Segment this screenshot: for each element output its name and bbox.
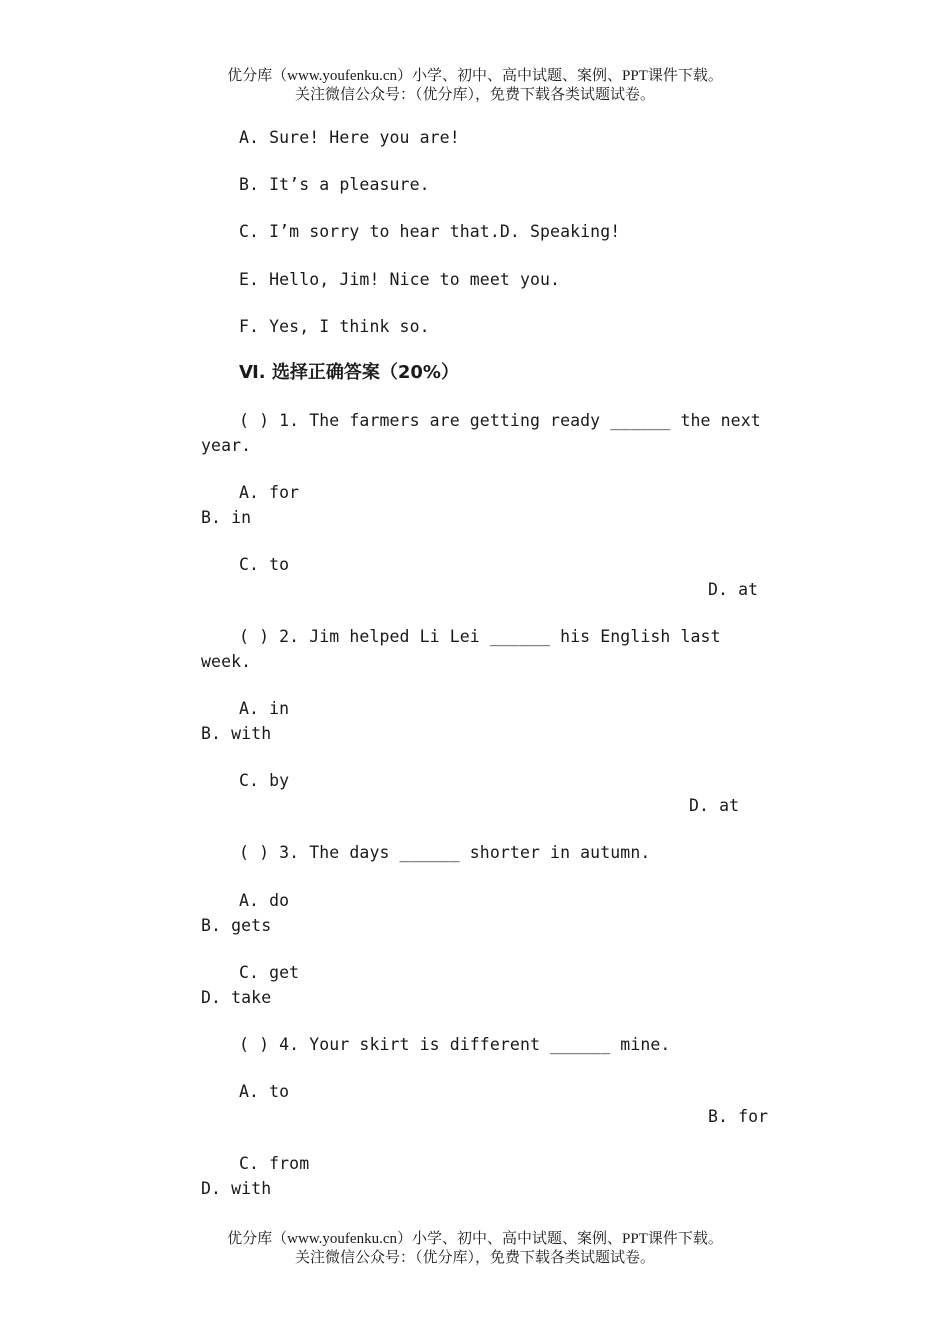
dialogue-option-a: A. Sure! Here you are! [239, 128, 460, 147]
question-4-stem: ( ) 4. Your skirt is different ______ mine. [239, 1035, 671, 1054]
dialogue-option-c-d: C. I’m sorry to hear that.D. Speaking! [239, 222, 621, 241]
question-1-option-b: B. in [201, 508, 252, 527]
dialogue-option-f: F. Yes, I think so. [239, 317, 430, 336]
question-1-option-d: D. at [708, 580, 759, 599]
question-3-stem: ( ) 3. The days ______ shorter in autumn. [239, 843, 651, 862]
dialogue-option-e: E. Hello, Jim! Nice to meet you. [239, 270, 561, 289]
question-3-option-a: A. do [239, 891, 290, 910]
question-1-stem-continued: year. [201, 436, 252, 455]
page-header-line-2: 关注微信公众号：（优分库），免费下载各类试题试卷。 [294, 87, 655, 103]
question-4-option-c: C. from [239, 1154, 310, 1173]
dialogue-option-b: B. It’s a pleasure. [239, 175, 430, 194]
question-1-stem: ( ) 1. The farmers are getting ready ______ the next [239, 411, 761, 430]
question-1-option-a: A. for [239, 483, 300, 502]
page-footer-line-1: 优分库（www.youfenku.cn）小学、初中、高中试题、案例、PPT课件下载。 [227, 1231, 723, 1247]
question-2-option-a: A. in [239, 699, 290, 718]
question-1-option-c: C. to [239, 555, 290, 574]
question-2-option-b: B. with [201, 724, 272, 743]
page-footer-line-2: 关注微信公众号：（优分库），免费下载各类试题试卷。 [294, 1250, 655, 1266]
question-2-stem-continued: week. [201, 652, 252, 671]
question-2-option-d: D. at [689, 796, 740, 815]
question-2-stem: ( ) 2. Jim helped Li Lei ______ his English last [239, 627, 721, 646]
question-4-option-d: D. with [201, 1179, 272, 1198]
question-4-option-b: B. for [708, 1107, 769, 1126]
question-3-option-c: C. get [239, 963, 300, 982]
question-3-option-b: B. gets [201, 916, 272, 935]
page-header-line-1: 优分库（www.youfenku.cn）小学、初中、高中试题、案例、PPT课件下载。 [227, 68, 723, 84]
section-title: Ⅵ. 选择正确答案（20%） [239, 362, 459, 383]
question-2-option-c: C. by [239, 771, 290, 790]
question-3-option-d: D. take [201, 988, 272, 1007]
question-4-option-a: A. to [239, 1082, 290, 1101]
